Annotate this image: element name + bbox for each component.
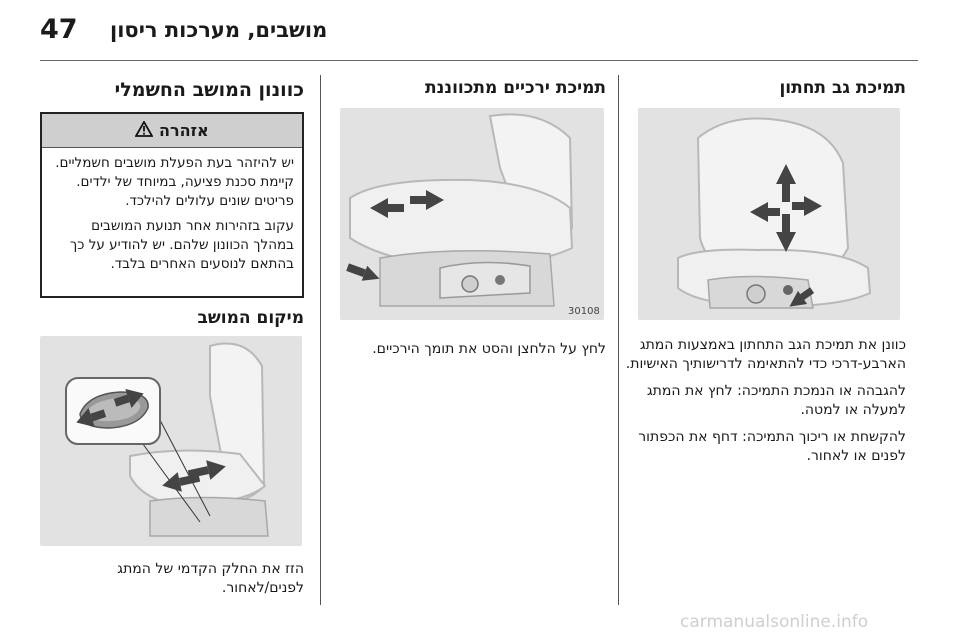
thigh-text [330,340,606,367]
lumbar-seat-illustration [638,108,900,320]
arrow-right-icon [346,263,382,286]
lumbar-paragraph-1: כוונן את תמיכת הגב התחתון באמצעות המתג הארבע-דרכי כדי להתאימה לדרישותיך האישיות. [625,337,906,372]
section-title: מושבים, מערכות ריסון [110,18,328,42]
thigh-support-section [330,76,606,100]
thigh-seat-image [340,108,604,320]
lumbar-support-section [624,76,906,100]
seat-position-subsection [40,306,304,330]
power-seat-text [40,560,304,606]
column-divider-left [320,75,321,605]
thigh-seat-illustration [340,108,604,320]
page-header [0,0,960,60]
power-seat-heading: כוונון המושב החשמלי [114,79,304,101]
thigh-heading: תמיכת ירכיים מתכווננת [425,78,606,98]
image-code: 30108 [568,306,600,317]
warning-paragraph-1: יש להיזהר בעת הפעלת מושבים חשמליים. קיימת סכנת פציעה, במיוחד של ילדים. פריטים שונים עלולים להילכד. [55,155,294,209]
lumbar-heading: תמיכת גב תחתון [779,78,906,98]
watermark: carmanualsonline.info [680,612,869,632]
warning-box [40,112,304,298]
power-seat-section [40,78,304,102]
lumbar-paragraph-2: להגבהה או הנמכת התמיכה: לחץ את המתג למעלה או למטה. [646,383,906,418]
thigh-caption: לחץ על הלחצן והסט את תומך הירכיים. [372,341,606,357]
seat-position-heading: מיקום המושב [197,308,304,328]
warning-triangle-icon [135,115,153,149]
seat-position-caption: הזז את החלק הקדמי של המתג לפנים/לאחור. [117,561,304,596]
warning-body [42,148,302,274]
lumbar-text [624,336,906,474]
warning-title: אזהרה [158,121,209,140]
lumbar-paragraph-3: להקשחת או ריכוך התמיכה: דחף את הכפתור לפנים או לאחור. [638,429,906,464]
power-seat-image [40,336,302,546]
page-number: 47 [40,14,78,45]
column-divider-right [618,75,619,605]
warning-title-bar [42,114,302,148]
lumbar-seat-image [638,108,900,320]
warning-paragraph-2: עקוב בזהירות אחר תנועת המושבים במהלך הכוונון שלהם. יש להודיע על כך בהתאם לנוסעים האחרים בלבד. [70,218,294,272]
header-rule [40,60,918,61]
power-seat-illustration [40,336,302,546]
